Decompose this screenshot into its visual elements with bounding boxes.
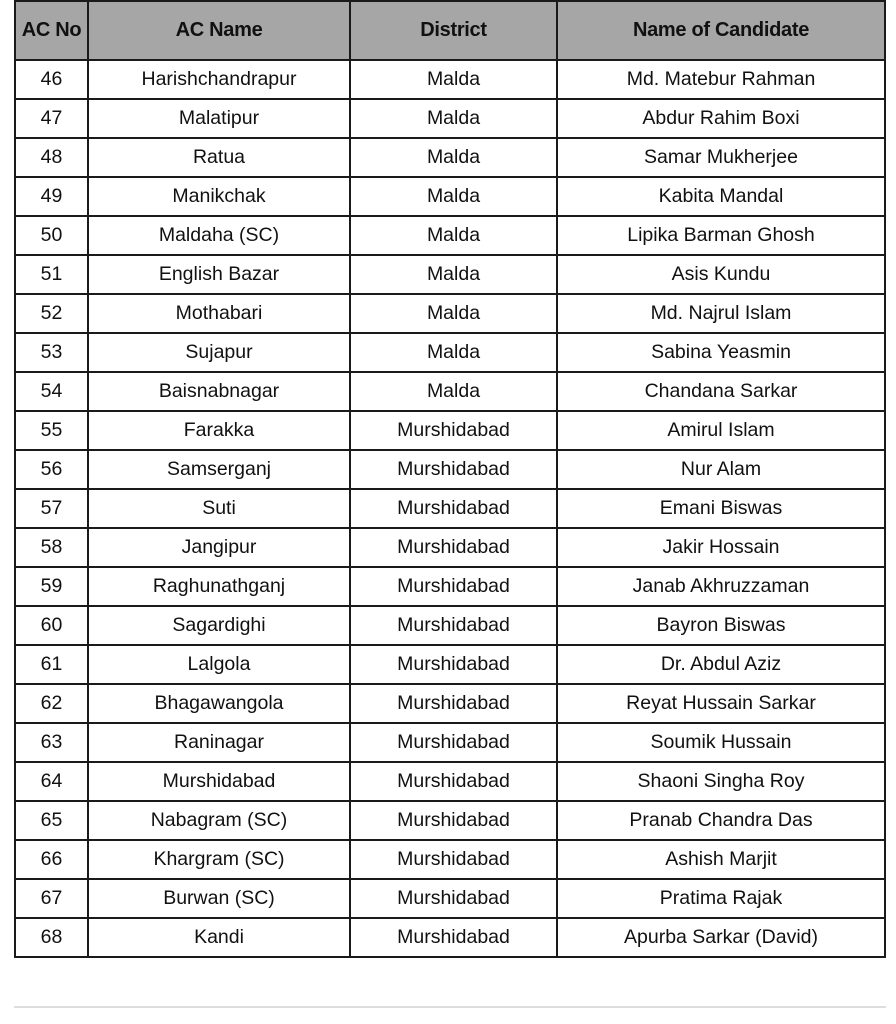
cell-district: Murshidabad xyxy=(350,801,557,840)
cell-ac-name: Ratua xyxy=(88,138,350,177)
cell-candidate: Kabita Mandal xyxy=(557,177,885,216)
table-row xyxy=(15,567,885,606)
cell-candidate: Shaoni Singha Roy xyxy=(557,762,885,801)
cell-district: Murshidabad xyxy=(350,879,557,918)
table-row xyxy=(15,450,885,489)
cell-ac-name: Burwan (SC) xyxy=(88,879,350,918)
table-row xyxy=(15,645,885,684)
cell-ac-no: 51 xyxy=(15,255,88,294)
cell-ac-no: 55 xyxy=(15,411,88,450)
cell-ac-name: Baisnabnagar xyxy=(88,372,350,411)
header-row xyxy=(15,1,885,60)
cell-candidate: Jakir Hossain xyxy=(557,528,885,567)
cell-ac-no: 53 xyxy=(15,333,88,372)
header-candidate: Name of Candidate xyxy=(557,1,885,60)
cell-district: Malda xyxy=(350,138,557,177)
cell-ac-name: Kandi xyxy=(88,918,350,957)
cell-ac-no: 65 xyxy=(15,801,88,840)
table-row xyxy=(15,684,885,723)
cell-candidate: Pranab Chandra Das xyxy=(557,801,885,840)
cell-ac-no: 61 xyxy=(15,645,88,684)
cell-district: Murshidabad xyxy=(350,606,557,645)
cell-ac-no: 54 xyxy=(15,372,88,411)
table-row xyxy=(15,333,885,372)
cell-candidate: Dr. Abdul Aziz xyxy=(557,645,885,684)
cell-ac-no: 57 xyxy=(15,489,88,528)
header-ac-name: AC Name xyxy=(88,1,350,60)
cell-ac-name: Samserganj xyxy=(88,450,350,489)
cell-ac-no: 47 xyxy=(15,99,88,138)
cell-ac-name: Harishchandrapur xyxy=(88,60,350,99)
header-district: District xyxy=(350,1,557,60)
cell-district: Murshidabad xyxy=(350,762,557,801)
cell-ac-no: 59 xyxy=(15,567,88,606)
cell-district: Murshidabad xyxy=(350,918,557,957)
cell-candidate: Amirul Islam xyxy=(557,411,885,450)
cell-ac-name: Bhagawangola xyxy=(88,684,350,723)
cell-ac-name: Jangipur xyxy=(88,528,350,567)
table-row xyxy=(15,606,885,645)
table-row xyxy=(15,879,885,918)
cell-ac-name: Mothabari xyxy=(88,294,350,333)
cell-candidate: Md. Najrul Islam xyxy=(557,294,885,333)
cell-candidate: Apurba Sarkar (David) xyxy=(557,918,885,957)
cell-ac-name: English Bazar xyxy=(88,255,350,294)
cell-ac-name: Murshidabad xyxy=(88,762,350,801)
table-shadow xyxy=(14,1006,886,1008)
cell-ac-no: 50 xyxy=(15,216,88,255)
cell-candidate: Md. Matebur Rahman xyxy=(557,60,885,99)
cell-candidate: Abdur Rahim Boxi xyxy=(557,99,885,138)
cell-ac-no: 52 xyxy=(15,294,88,333)
table-row xyxy=(15,411,885,450)
cell-ac-no: 62 xyxy=(15,684,88,723)
cell-ac-no: 68 xyxy=(15,918,88,957)
candidate-table xyxy=(14,0,886,958)
table-row xyxy=(15,177,885,216)
cell-candidate: Nur Alam xyxy=(557,450,885,489)
cell-ac-no: 66 xyxy=(15,840,88,879)
cell-ac-name: Suti xyxy=(88,489,350,528)
cell-district: Malda xyxy=(350,60,557,99)
header-ac-no: AC No xyxy=(15,1,88,60)
table-row xyxy=(15,489,885,528)
cell-district: Murshidabad xyxy=(350,567,557,606)
cell-candidate: Sabina Yeasmin xyxy=(557,333,885,372)
cell-candidate: Emani Biswas xyxy=(557,489,885,528)
cell-district: Murshidabad xyxy=(350,684,557,723)
cell-ac-name: Malatipur xyxy=(88,99,350,138)
table-row xyxy=(15,99,885,138)
cell-candidate: Pratima Rajak xyxy=(557,879,885,918)
table-row xyxy=(15,138,885,177)
cell-ac-no: 60 xyxy=(15,606,88,645)
cell-ac-name: Lalgola xyxy=(88,645,350,684)
table-row xyxy=(15,801,885,840)
table-row xyxy=(15,723,885,762)
cell-district: Murshidabad xyxy=(350,840,557,879)
cell-ac-name: Sagardighi xyxy=(88,606,350,645)
cell-ac-name: Khargram (SC) xyxy=(88,840,350,879)
table-body xyxy=(15,60,885,957)
cell-ac-no: 64 xyxy=(15,762,88,801)
cell-district: Malda xyxy=(350,255,557,294)
table-row xyxy=(15,840,885,879)
cell-candidate: Lipika Barman Ghosh xyxy=(557,216,885,255)
cell-district: Malda xyxy=(350,333,557,372)
cell-candidate: Ashish Marjit xyxy=(557,840,885,879)
cell-ac-name: Maldaha (SC) xyxy=(88,216,350,255)
table-row xyxy=(15,528,885,567)
cell-ac-name: Sujapur xyxy=(88,333,350,372)
cell-district: Murshidabad xyxy=(350,723,557,762)
cell-district: Murshidabad xyxy=(350,411,557,450)
cell-ac-no: 56 xyxy=(15,450,88,489)
cell-district: Murshidabad xyxy=(350,528,557,567)
cell-candidate: Soumik Hussain xyxy=(557,723,885,762)
cell-district: Malda xyxy=(350,294,557,333)
cell-ac-no: 46 xyxy=(15,60,88,99)
cell-ac-no: 49 xyxy=(15,177,88,216)
cell-candidate: Samar Mukherjee xyxy=(557,138,885,177)
cell-candidate: Bayron Biswas xyxy=(557,606,885,645)
cell-ac-name: Raghunathganj xyxy=(88,567,350,606)
cell-ac-no: 67 xyxy=(15,879,88,918)
cell-ac-no: 48 xyxy=(15,138,88,177)
cell-candidate: Chandana Sarkar xyxy=(557,372,885,411)
table-row xyxy=(15,918,885,957)
cell-district: Malda xyxy=(350,216,557,255)
cell-district: Murshidabad xyxy=(350,645,557,684)
cell-district: Malda xyxy=(350,177,557,216)
cell-district: Murshidabad xyxy=(350,489,557,528)
table-row xyxy=(15,255,885,294)
cell-district: Murshidabad xyxy=(350,450,557,489)
cell-ac-no: 58 xyxy=(15,528,88,567)
table-row xyxy=(15,372,885,411)
cell-ac-no: 63 xyxy=(15,723,88,762)
cell-ac-name: Manikchak xyxy=(88,177,350,216)
table-row xyxy=(15,762,885,801)
cell-district: Malda xyxy=(350,99,557,138)
cell-candidate: Janab Akhruzzaman xyxy=(557,567,885,606)
cell-district: Malda xyxy=(350,372,557,411)
table-row xyxy=(15,60,885,99)
cell-candidate: Asis Kundu xyxy=(557,255,885,294)
cell-candidate: Reyat Hussain Sarkar xyxy=(557,684,885,723)
table-row xyxy=(15,216,885,255)
cell-ac-name: Farakka xyxy=(88,411,350,450)
table-row xyxy=(15,294,885,333)
cell-ac-name: Nabagram (SC) xyxy=(88,801,350,840)
cell-ac-name: Raninagar xyxy=(88,723,350,762)
